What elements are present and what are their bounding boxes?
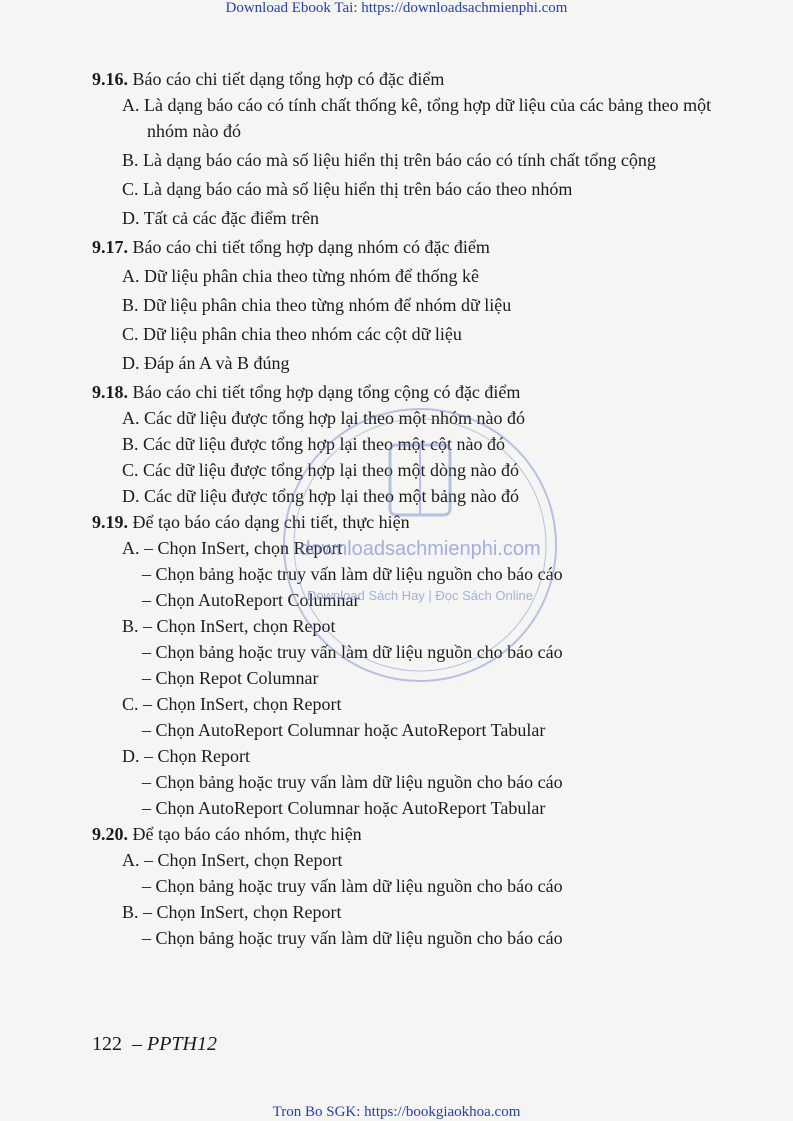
header-download-link[interactable]: Download Ebook Tai: https://downloadsachmienphi.com — [225, 0, 568, 16]
option-c: C. Dữ liệu phân chia theo nhóm các cột dữ liệu — [122, 324, 462, 344]
page-content — [92, 66, 722, 951]
option-a: A. Là dạng báo cáo có tính chất thống kê, tổng hợp dữ liệu của các bảng theo một nhóm nào đó — [122, 95, 712, 141]
option-b: B. Dữ liệu phân chia theo từng nhóm để nhóm dữ liệu — [122, 295, 512, 315]
option-d: D. Tất cả các đặc điểm trên — [122, 208, 320, 228]
option-a-step: – Chọn bảng hoặc truy vấn làm dữ liệu nguồn cho báo cáo — [142, 876, 563, 896]
footer-sgk-link[interactable]: Tron Bo SGK: https://bookgiaokhoa.com — [272, 1104, 521, 1120]
watermark-tagline: Download Sách Hay | Đọc Sách Online — [307, 588, 533, 603]
question-text: Để tạo báo cáo dạng chi tiết, thực hiện — [132, 512, 410, 532]
page-number: 122 — [92, 1033, 122, 1055]
option-a: A. Các dữ liệu được tổng hợp lại theo một nhóm nào đó — [122, 408, 525, 428]
option-b-step: – Chọn Repot Columnar — [142, 668, 319, 688]
option-c-step: – Chọn AutoReport Columnar hoặc AutoReport Tabular — [142, 720, 546, 740]
question-text: Để tạo báo cáo nhóm, thực hiện — [132, 824, 362, 844]
option-d-step: – Chọn AutoReport Columnar hoặc AutoReport Tabular — [142, 798, 546, 818]
option-b: B. Là dạng báo cáo mà số liệu hiển thị trên báo cáo có tính chất tổng cộng — [122, 150, 656, 170]
option-b-label: B. – Chọn InSert, chọn Report — [122, 902, 342, 922]
option-c: C. Là dạng báo cáo mà số liệu hiển thị trên báo cáo theo nhóm — [122, 179, 573, 199]
option-a: A. Dữ liệu phân chia theo từng nhóm để thống kê — [122, 266, 479, 286]
page-footer — [92, 1033, 217, 1056]
watermark-site: downloadsachmienphi.com — [299, 538, 541, 560]
option-a-label: A. – Chọn InSert, chọn Report — [122, 538, 343, 558]
option-a-label: A. – Chọn InSert, chọn Report — [122, 850, 343, 870]
question-text: Báo cáo chi tiết dạng tổng hợp có đặc điểm — [132, 69, 445, 89]
question-number: 9.17. — [92, 237, 128, 257]
option-c: C. Các dữ liệu được tổng hợp lại theo một dòng nào đó — [122, 460, 519, 480]
option-b-step: – Chọn bảng hoặc truy vấn làm dữ liệu nguồn cho báo cáo — [142, 642, 563, 662]
option-d: D. Các dữ liệu được tổng hợp lại theo một bảng nào đó — [122, 486, 519, 506]
option-a-step: – Chọn bảng hoặc truy vấn làm dữ liệu nguồn cho báo cáo — [142, 564, 563, 584]
question-9-16 — [92, 66, 722, 92]
option-b: B. Các dữ liệu được tổng hợp lại theo một cột nào đó — [122, 434, 505, 454]
question-9-18 — [92, 379, 722, 405]
question-number: 9.18. — [92, 382, 128, 402]
question-9-17 — [92, 234, 722, 260]
question-number: 9.19. — [92, 512, 128, 532]
option-b-label: B. – Chọn InSert, chọn Repot — [122, 616, 336, 636]
option-d-step: – Chọn bảng hoặc truy vấn làm dữ liệu nguồn cho báo cáo — [142, 772, 563, 792]
option-c-label: C. – Chọn InSert, chọn Report — [122, 694, 342, 714]
question-9-20 — [92, 821, 722, 847]
question-number: 9.16. — [92, 69, 128, 89]
question-number: 9.20. — [92, 824, 128, 844]
question-text: Báo cáo chi tiết tổng hợp dạng nhóm có đặc điểm — [132, 237, 490, 257]
option-d-label: D. – Chọn Report — [122, 746, 250, 766]
question-9-19 — [92, 509, 722, 535]
option-d: D. Đáp án A và B đúng — [122, 353, 290, 373]
page-label: – PPTH12 — [132, 1033, 217, 1055]
option-a-step: – Chọn AutoReport Columnar — [142, 590, 360, 610]
option-b-step: – Chọn bảng hoặc truy vấn làm dữ liệu nguồn cho báo cáo — [142, 928, 563, 948]
question-text: Báo cáo chi tiết tổng hợp dạng tổng cộng có đặc điểm — [132, 382, 521, 402]
